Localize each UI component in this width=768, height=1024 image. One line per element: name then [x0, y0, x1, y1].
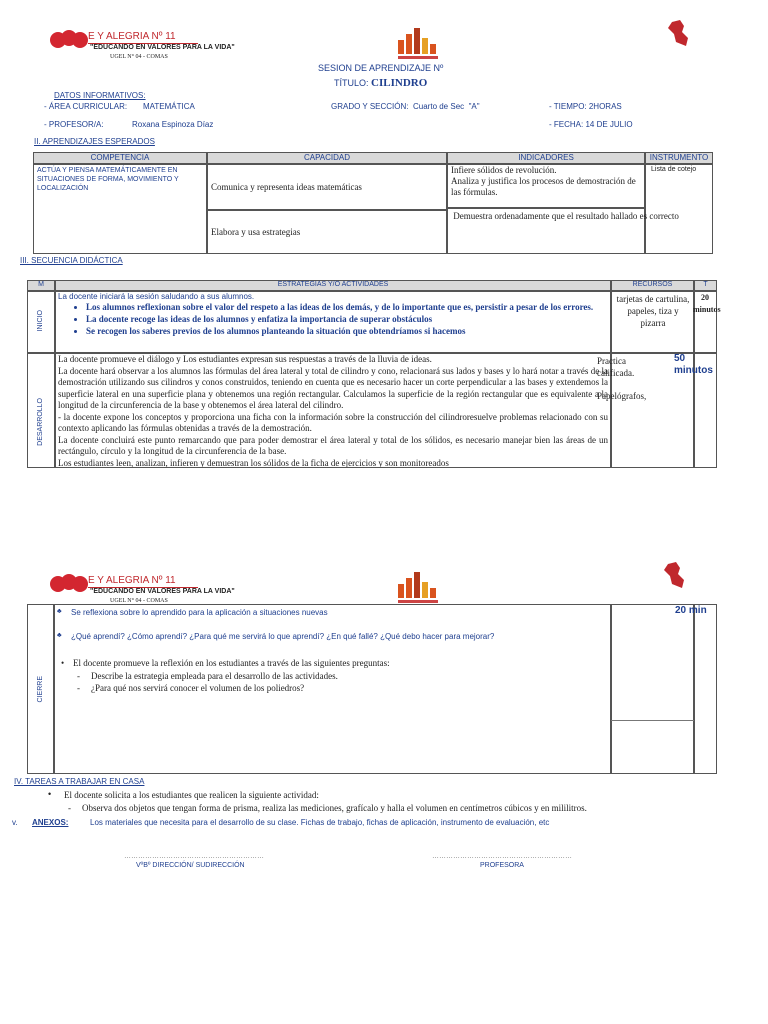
- teacher-label: - PROFESOR/A:: [44, 120, 104, 129]
- desarrollo-paragraph: La docente promueve el diálogo y Los estudiantes expresan sus respuestas a través de la lluvia de ideas.: [58, 354, 432, 364]
- teacher-value: Roxana Espinoza Díaz: [132, 120, 214, 129]
- col-m: M: [38, 281, 44, 288]
- ugel-label: UGEL N° 04 - COMAS: [110, 598, 168, 604]
- tareas-heading: IV. TAREAS A TRABAJAR EN CASA: [14, 777, 145, 786]
- aprendizajes-heading: II. APRENDIZAJES ESPERADOS: [34, 137, 155, 146]
- bullet-icon: ♣: [57, 632, 62, 639]
- secuencia-table: [27, 280, 721, 468]
- inicio-label: INICIO: [37, 310, 44, 332]
- inicio-recursos: tarjetas de cartulina, papeles, tiza y pizarra: [616, 294, 690, 328]
- tareas-line-2: Observa dos objetos que tengan forma de prisma, realiza las mediciones, grafícalo y halla el volumen en centímetros cúbicos y en mililitros.: [82, 803, 587, 813]
- school-motto: "EDUCANDO EN VALORES PARA LA VIDA": [90, 588, 235, 595]
- signature-line-left: ……………………………………………………: [124, 853, 264, 860]
- col-competencia: COMPETENCIA: [90, 153, 150, 162]
- school-name: E Y ALEGRIA Nº 11: [88, 575, 176, 586]
- grade-label: GRADO Y SECCIÓN:: [331, 102, 409, 111]
- cierre-sub-1: Describe la estrategia empleada para el desarrollo de las actividades.: [91, 671, 338, 681]
- institution-logo: [398, 26, 438, 54]
- inicio-item: • Se recogen los saberes previos de los alumnos planteando la situación que obtendríamos si hacemos: [86, 325, 608, 337]
- cierre-item-1: Se reflexiona sobre lo aprendido para la aplicación a situaciones nuevas: [71, 608, 328, 617]
- session-title: SESION DE APRENDIZAJE Nº: [318, 63, 444, 73]
- desarrollo-label: DESARROLLO: [37, 398, 44, 446]
- school-logo: [50, 574, 90, 604]
- cierre-sub-2: ¿Para qué nos servirá conocer el volumen de los poliedros?: [91, 683, 305, 693]
- cierre-table: CIERRE ♣ Se reflexiona sobre lo aprendido para la aplicación a situaciones nuevas ♣ ¿Qué aprendí? ¿Cómo aprendí? ¿Para qué me servirá lo que aprendí? ¿En qué fallé? ¿Qué debo hacer para mejorar? • El docente promueve la reflexión en los estudiantes a través de las siguientes preguntas: - Describe la estrategia empleada para el desarrollo de las actividades. - ¿Para qué nos servirá conocer el volumen de los poliedros? 20 min: [27, 604, 717, 774]
- cierre-time: 20 min: [675, 605, 707, 616]
- cierre-label: CIERRE: [37, 676, 44, 703]
- ugel-label: UGEL N° 04 - COMAS: [110, 54, 168, 60]
- indicador-1: Infiere sólidos de revolución. Analiza y justifica los procesos de demostración de las fórmulas.: [451, 165, 636, 197]
- anexos-num: v.: [12, 818, 18, 827]
- inicio-item: • Los alumnos reflexionan sobre el valor del respeto a las ideas de los demás, y de lo importante que es, persistir a pesar de los errores.: [86, 301, 608, 313]
- school-name: E Y ALEGRIA Nº 11: [88, 31, 176, 42]
- desarrollo-paragraph: La docente concluirá este punto remarcando que para poder demostrar el área lateral y total de los sólidos, es necesario manejar bien las áreas de un rectángulo, círculo y la longitud de la circunferencia de la base.: [58, 434, 608, 456]
- col-capacidad: CAPACIDAD: [303, 153, 351, 162]
- tareas-line-1: El docente solicita a los estudiantes que realicen la siguiente actividad:: [64, 790, 319, 800]
- institution-logo: [398, 570, 438, 598]
- competencia-text: ACTÚA Y PIENSA MATEMÁTICAMENTE EN SITUACIONES DE FORMA, MOVIMIENTO Y LOCALIZACIÓN: [37, 167, 179, 192]
- inicio-item: • La docente recoge las ideas de los alumnos y enfatiza la importancia de superar obstáculos: [86, 313, 608, 325]
- signature-line-right: ……………………………………………………: [432, 853, 572, 860]
- peru-map-icon: [666, 20, 690, 53]
- col-indicadores: INDICADORES: [518, 153, 574, 162]
- instrumento-text: Lista de cotejo: [651, 166, 697, 173]
- anexos-text: Los materiales que necesita para el desarrollo de su clase. Fichas de trabajo, fichas de aplicación, instrumento de evaluación, etc: [90, 818, 550, 827]
- aprendizajes-table: [33, 152, 713, 254]
- desarrollo-recursos-1: Practica calificada.: [597, 356, 635, 378]
- peru-map-icon: [662, 562, 686, 595]
- desarrollo-time: 50 minutos: [674, 353, 713, 376]
- desarrollo-paragraph: La docente hará observar a los alumnos las fórmulas del área lateral y total de cilindro y cono, relacionará sus lados y bases y lo hará notar a través de la demostración utilizando sus cilindros y conos construidos, teniendo en cuenta que es necesario hacer un corte perpendicular a las bases y extendemos la superficie lateral en una superficie plana y obtenemos una región rectangular. Calculamos la superficie de la región rectangular que es equivalente a la longitud de la circunferencia de la base y obtenemos el área lateral del cilindro.: [58, 365, 608, 410]
- capacidad-1: Comunica y representa ideas matemáticas: [211, 182, 362, 192]
- anexos-label: ANEXOS:: [32, 818, 69, 827]
- desarrollo-recursos-2: Papelógrafos,: [597, 391, 647, 401]
- cierre-item-2: ¿Qué aprendí? ¿Cómo aprendí? ¿Para qué me servirá lo que aprendí? ¿En qué fallé? ¿Qué debo hacer para mejorar?: [71, 632, 495, 641]
- secuencia-heading: III. SECUENCIA DIDÁCTICA: [20, 256, 123, 265]
- time-value: - TIEMPO: 2HORAS: [549, 102, 622, 111]
- topic: CILINDRO: [371, 77, 428, 89]
- inicio-intro: La docente iniciará la sesión saludando a sus alumnos.: [58, 292, 255, 301]
- area-label: - ÁREA CURRICULAR:: [44, 102, 128, 111]
- topic-label: TÍTULO:: [334, 78, 369, 88]
- col-recursos: RECURSOS: [632, 281, 673, 288]
- datos-heading: DATOS INFORMATIVOS:: [54, 91, 146, 100]
- indicador-2: Demuestra ordenadamente que el resultado hallado es correcto: [451, 211, 679, 221]
- signature-label-right: PROFESORA: [480, 862, 524, 869]
- bullet-icon: ♣: [57, 608, 62, 615]
- area-value: MATEMÁTICA: [143, 102, 195, 111]
- col-estrategias: ESTRATEGIAS Y/O ACTIVIDADES: [277, 281, 389, 288]
- date-value: - FECHA: 14 DE JULIO: [549, 120, 633, 129]
- grade-value: Cuarto de Sec "A": [413, 102, 480, 111]
- col-t: T: [703, 281, 708, 288]
- col-instrumento: INSTRUMENTO: [649, 153, 709, 162]
- school-motto: "EDUCANDO EN VALORES PARA LA VIDA": [90, 44, 235, 51]
- capacidad-2: Elabora y usa estrategias: [211, 227, 301, 237]
- school-logo: [50, 30, 90, 60]
- desarrollo-paragraph: - la docente expone los conceptos y proporciona una ficha con la información sobre la construcción del cilindroresuelve problemas relacionado con su contexto aplicando las fórmulas obtenidas a través de la demostración.: [58, 411, 608, 433]
- inicio-time: 20 minutos: [693, 293, 721, 314]
- desarrollo-paragraph: Los estudiantes leen, analizan, infieren y demuestran los sólidos de la ficha de ejercicios y son monitoreados: [58, 457, 449, 467]
- cierre-item-3: El docente promueve la reflexión en los estudiantes a través de las siguientes preguntas:: [73, 658, 390, 668]
- signature-label-left: VºBº DIRECCIÓN/ SUDIRECCIÓN: [136, 862, 245, 869]
